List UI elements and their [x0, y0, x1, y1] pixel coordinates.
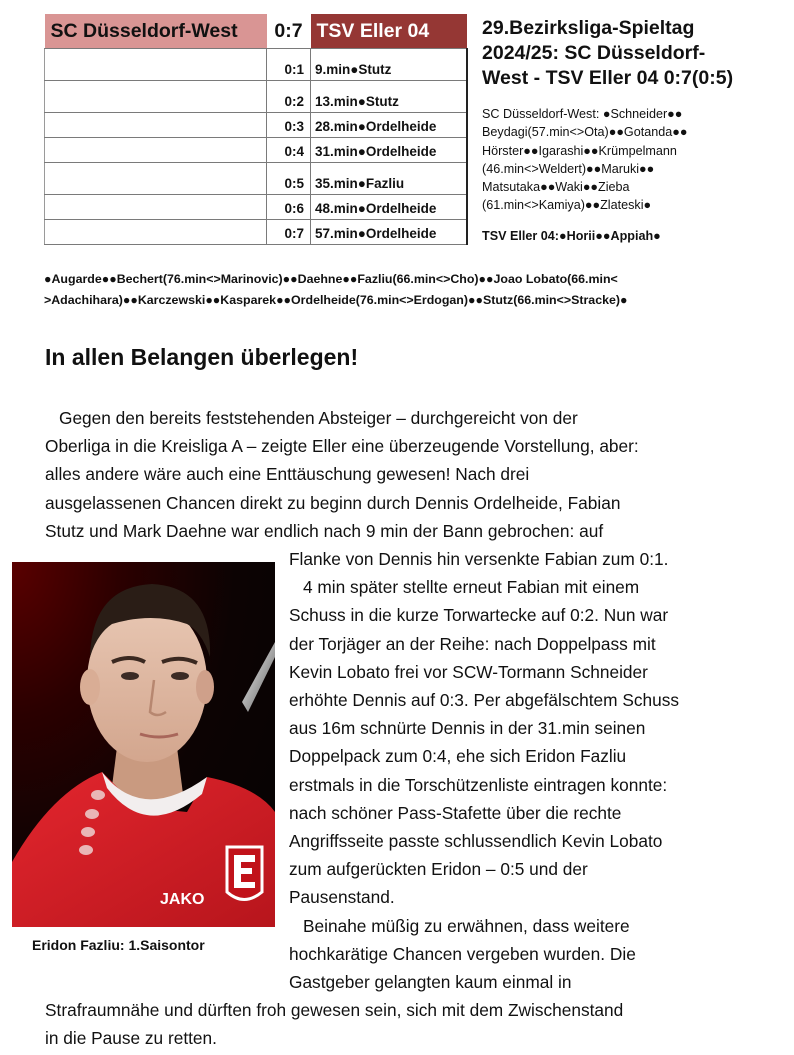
goal-score: 0:6	[267, 195, 311, 220]
player-portrait-illustration	[12, 562, 275, 927]
article-line: 4 min später stellte erneut Fabian mit einem	[303, 577, 640, 598]
score-table	[44, 14, 468, 245]
eye-right	[171, 672, 189, 680]
photo-caption: Eridon Fazliu: 1.Saisontor	[32, 937, 205, 953]
player-photo-figure	[12, 562, 282, 957]
article-side-column	[289, 545, 789, 996]
match-title-line: West - TSV Eller 04 0:7(0:5)	[482, 67, 734, 89]
article-headline: In allen Belangen überlegen!	[45, 344, 359, 370]
goal-score: 0:3	[267, 113, 311, 138]
article-line: alles andere wäre auch eine Enttäuschung gewesen! Nach drei	[45, 464, 530, 485]
away-lineup-rest	[44, 269, 784, 311]
club-crest	[227, 847, 262, 900]
article-line: Kevin Lobato frei vor SCW-Tormann Schneider	[289, 661, 648, 682]
goal-description: 9.min●Stutz	[311, 49, 467, 81]
light-slash	[242, 642, 275, 712]
article-line: Pausenstand.	[289, 887, 395, 908]
goal-row	[45, 163, 467, 195]
score-table-header	[45, 14, 467, 49]
article-line: erhöhte Dennis auf 0:3. Per abgefälschtem Schuss	[289, 690, 680, 711]
article-line: nach schöner Pass-Stafette über die rechte	[289, 802, 622, 823]
article-line: Angriffsseite passte schlussendlich Kevin Lobato	[289, 831, 663, 852]
match-title-line: 29.Bezirksliga-Spieltag	[482, 17, 695, 39]
goal-row	[45, 113, 467, 138]
goal-row	[45, 138, 467, 163]
goal-description: 35.min●Fazliu	[311, 163, 467, 195]
goal-home-cell	[45, 49, 267, 81]
home-team-name: SC Düsseldorf-West	[45, 14, 267, 49]
jersey-brand-text: JAKO	[160, 891, 205, 908]
goal-row	[45, 49, 467, 81]
match-title-line: 2024/25: SC Düsseldorf-	[482, 42, 706, 64]
ear-left	[80, 669, 100, 705]
goal-score: 0:1	[267, 49, 311, 81]
ear-right	[196, 670, 214, 704]
home-lineup-line: (61.min<>Kamiya)●●Zlateski●	[482, 198, 652, 213]
goal-score: 0:2	[267, 81, 311, 113]
eye-left	[121, 672, 139, 680]
goal-score: 0:4	[267, 138, 311, 163]
article-line: Stutz und Mark Daehne war endlich nach 9 min der Bann gebrochen: auf	[45, 520, 604, 541]
article-line: der Torjäger an der Reihe: nach Doppelpass mit	[289, 633, 656, 654]
away-team-name: TSV Eller 04	[311, 14, 467, 49]
home-lineup-line: SC Düsseldorf-West: ●Schneider●●	[482, 107, 683, 121]
goal-score: 0:5	[267, 163, 311, 195]
article-line: Schuss in die kurze Torwartecke auf 0:2. Nun war	[289, 605, 669, 626]
final-score: 0:7	[267, 14, 311, 49]
goal-home-cell	[45, 220, 267, 245]
article-line: Doppelpack zum 0:4, ehe sich Eridon Fazliu	[289, 746, 627, 767]
goal-row	[45, 195, 467, 220]
goal-description: 28.min●Ordelheide	[311, 113, 467, 138]
article-line: aus 16m schnürte Dennis in der 31.min seinen	[289, 718, 646, 739]
article-line: zum aufgerückten Eridon – 0:5 und der	[289, 859, 588, 880]
article-line: in die Pause zu retten.	[45, 1028, 217, 1049]
goal-home-cell	[45, 195, 267, 220]
home-lineup-line: Hörster●●Igarashi●●Krümpelmann	[482, 143, 677, 158]
match-title	[482, 16, 787, 91]
goal-description: 13.min●Stutz	[311, 81, 467, 113]
article-line: Strafraumnähe und dürften froh gewesen sein, sich mit dem Zwischenstand	[45, 1000, 624, 1020]
away-lineup-line: >Adachihara)●●Karczewski●●Kasparek●●Ordelheide(76.min<>Erdogan)●●Stutz(66.min<>Stracke)●	[44, 293, 628, 307]
goal-score: 0:7	[267, 220, 311, 245]
article-line: hochkarätige Chancen vergeben wurden. Die	[289, 943, 636, 964]
article-line: Gastgeber gelangten kaum einmal in	[289, 972, 572, 993]
home-lineup-line: Beydagi(57.min<>Ota)●●Gotanda●●	[482, 125, 688, 140]
article-line: ausgelassenen Chancen direkt zu beginn durch Dennis Ordelheide, Fabian	[45, 492, 621, 513]
goal-row	[45, 220, 467, 245]
home-lineup	[482, 105, 782, 215]
article-line: Gegen den bereits feststehenden Absteiger – durchgereicht von der	[59, 408, 578, 428]
player-photo	[12, 562, 275, 927]
article-bottom	[45, 996, 790, 1052]
goal-home-cell	[45, 113, 267, 138]
home-lineup-line: (46.min<>Weldert)●●Maruki●●	[482, 161, 655, 176]
away-lineup-line: ●Augarde●●Bechert(76.min<>Marinovic)●●Daehne●●Fazliu(66.min<>Cho)●●Joao Lobato(66.min<	[44, 272, 618, 286]
goal-description: 57.min●Ordelheide	[311, 220, 467, 245]
goal-description: 48.min●Ordelheide	[311, 195, 467, 220]
article-line: Oberliga in die Kreisliga A – zeigte Eller eine überzeugende Vorstellung, aber:	[45, 436, 639, 457]
article-line: erstmals in die Torschützenliste eintragen konnte:	[289, 774, 668, 795]
article-line: Flanke von Dennis hin versenkte Fabian zum 0:1.	[289, 549, 669, 569]
away-lineup-first: TSV Eller 04:●Horii●●Appiah●	[482, 229, 661, 243]
goal-home-cell	[45, 138, 267, 163]
article-line: Beinahe müßig zu erwähnen, dass weitere	[303, 915, 630, 936]
goal-description: 31.min●Ordelheide	[311, 138, 467, 163]
goal-row	[45, 81, 467, 113]
goal-home-cell	[45, 81, 267, 113]
article-body	[45, 404, 790, 545]
goal-home-cell	[45, 163, 267, 195]
home-lineup-line: Matsutaka●●Waki●●Zieba	[482, 180, 630, 195]
